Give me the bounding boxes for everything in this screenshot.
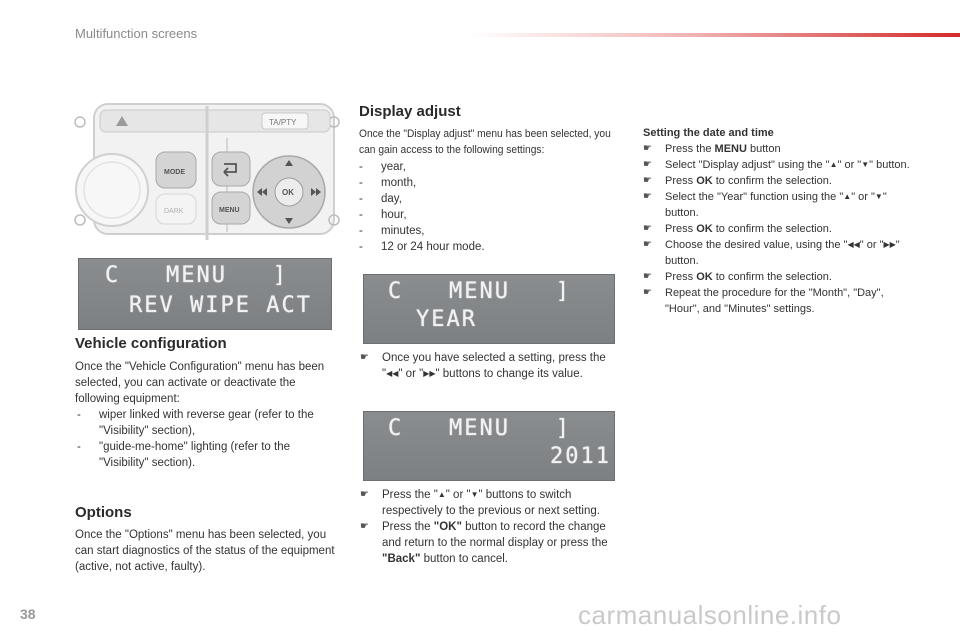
list-item: - day, [357,191,617,207]
list-item [643,237,913,269]
page-header-title: Multifunction screens [75,26,198,41]
text-fragment: Press the [382,521,434,533]
text-fragment: " or " [837,159,862,171]
list-item [360,487,622,519]
ok-keyword: OK [696,175,713,187]
list-item [643,269,913,285]
text-fragment: " or " [445,489,471,501]
text-fragment: " button. [665,239,900,267]
text-fragment: " buttons to switch respectively to the previous or next setting. [382,489,600,517]
text-fragment: button to record the change and return to the normal display or press the [382,521,608,549]
list-item: - minutes, [357,223,617,239]
options-text: Once the "Options" menu has been selected, you can start diagnostics of the status of the equipment (active, not active, faulty). [75,529,335,573]
mode-label: MODE [164,169,185,176]
bullet-arrow-icon: ☛ [643,223,652,234]
header-accent-bar [470,33,960,37]
bullet-arrow-icon: ☛ [643,175,652,186]
lcd-value-line1: C MENU ] [388,416,571,441]
double-right-icon: ▶▶ [883,240,896,249]
vehicle-config-intro: Once the "Vehicle Configuration" menu has been selected, you can activate or deactivate the following equipment: [75,361,325,405]
text-fragment: to confirm the selection. [712,175,832,187]
bullet-arrow-icon: ☛ [360,489,369,500]
list-item [360,519,622,567]
list-item [360,350,618,382]
list-item [643,189,913,221]
lcd-year-value [363,411,615,481]
triangle-up-icon: ▲ [829,160,838,169]
menu-label: MENU [219,207,240,214]
text-fragment: Once you have selected a setting, press the " [382,352,606,380]
bullet-arrow-icon: ☛ [360,521,369,532]
watermark: carmanualsonline.info [578,600,842,630]
bullet-arrow-icon: ☛ [643,191,652,202]
text-fragment: to confirm the selection. [712,223,832,235]
triangle-up-icon: ▲ [437,490,446,499]
ok-keyword: OK [696,271,713,283]
triangle-down-icon: ▼ [470,490,479,499]
bullet-arrow-icon: ☛ [643,143,652,154]
date-time-steps [643,141,913,317]
bullet-arrow-icon: ☛ [360,352,369,363]
triangle-up-icon: ▲ [843,192,852,201]
list-item: - year, [357,159,617,175]
text-fragment: Choose the desired value, using the " [665,239,848,251]
double-left-icon: ◀◀ [386,369,399,378]
text-fragment: " buttons to change its value. [435,368,583,380]
text-fragment: to confirm the selection. [712,271,832,283]
text-fragment: Select "Display adjust" using the " [665,159,830,171]
text-fragment: Select the "Year" function using the " [665,191,844,203]
bullet-arrow-icon: ☛ [643,239,652,250]
bullet-arrow-icon: ☛ [643,159,652,170]
list-item: - wiper linked with reverse gear (refer to the "Visibility" section), [75,407,337,439]
ta-pty-label: TA/PTY [269,118,297,127]
ok-keyword: "OK" [433,521,462,533]
switch-ok-steps [360,487,622,567]
ok-keyword: OK [696,223,713,235]
text-fragment: Press [665,223,697,235]
date-time-title: Setting the date and time [643,127,774,139]
text-fragment: " or " [398,368,424,380]
page-number: 38 [20,606,36,622]
text-fragment: " button. [665,191,887,219]
text-fragment: Press the " [382,489,438,501]
list-item [643,157,913,173]
list-item: - 12 or 24 hour mode. [357,239,617,255]
double-right-icon: ▶▶ [423,369,436,378]
bullet-arrow-icon: ☛ [643,287,652,298]
lcd-vehicle-line2: REV WIPE ACT [129,293,312,318]
display-adjust-intro: Once the "Display adjust" menu has been selected, you can gain access to the following settings: [359,128,611,156]
text-fragment: button to cancel. [420,553,508,565]
lcd-year [363,274,615,344]
list-item: - month, [357,175,617,191]
triangle-down-icon: ▼ [874,192,883,201]
text-fragment: button [746,143,781,155]
text-fragment: " or " [859,239,884,251]
text-fragment: " button. [869,159,910,171]
back-keyword: "Back" [382,553,421,565]
text-fragment: " or " [851,191,875,203]
double-left-icon: ◀◀ [847,240,860,249]
dark-label: DARK [164,208,184,215]
list-item: - "guide-me-home" lighting (refer to the "Visibility" section). [75,439,337,471]
list-item: - hour, [357,207,617,223]
display-adjust-list [357,159,617,255]
after-setting-note [360,350,618,382]
lcd-value-line2: 2011 [550,444,611,469]
text-fragment: Press [665,175,697,187]
ok-label: OK [282,188,294,197]
list-item [643,285,913,317]
lcd-vehicle-config [78,258,332,330]
triangle-down-icon: ▼ [861,160,870,169]
lcd-year-line2: YEAR [416,307,477,332]
vehicle-config-title: Vehicle configuration [75,335,227,352]
options-title: Options [75,504,132,521]
list-item [643,221,913,237]
lcd-vehicle-line1: C MENU ] [105,263,288,288]
list-item [643,173,913,189]
menu-keyword: MENU [714,143,747,155]
bullet-arrow-icon: ☛ [643,271,652,282]
text-fragment: Repeat the procedure for the "Month", "Day", "Hour", and "Minutes" settings. [665,287,884,315]
vehicle-config-body [75,359,337,471]
control-panel-illustration [72,100,342,245]
lcd-year-line1: C MENU ] [388,279,571,304]
text-fragment: Press the [665,143,715,155]
display-adjust-title: Display adjust [359,103,461,120]
list-item [643,141,913,157]
text-fragment: Press [665,271,697,283]
